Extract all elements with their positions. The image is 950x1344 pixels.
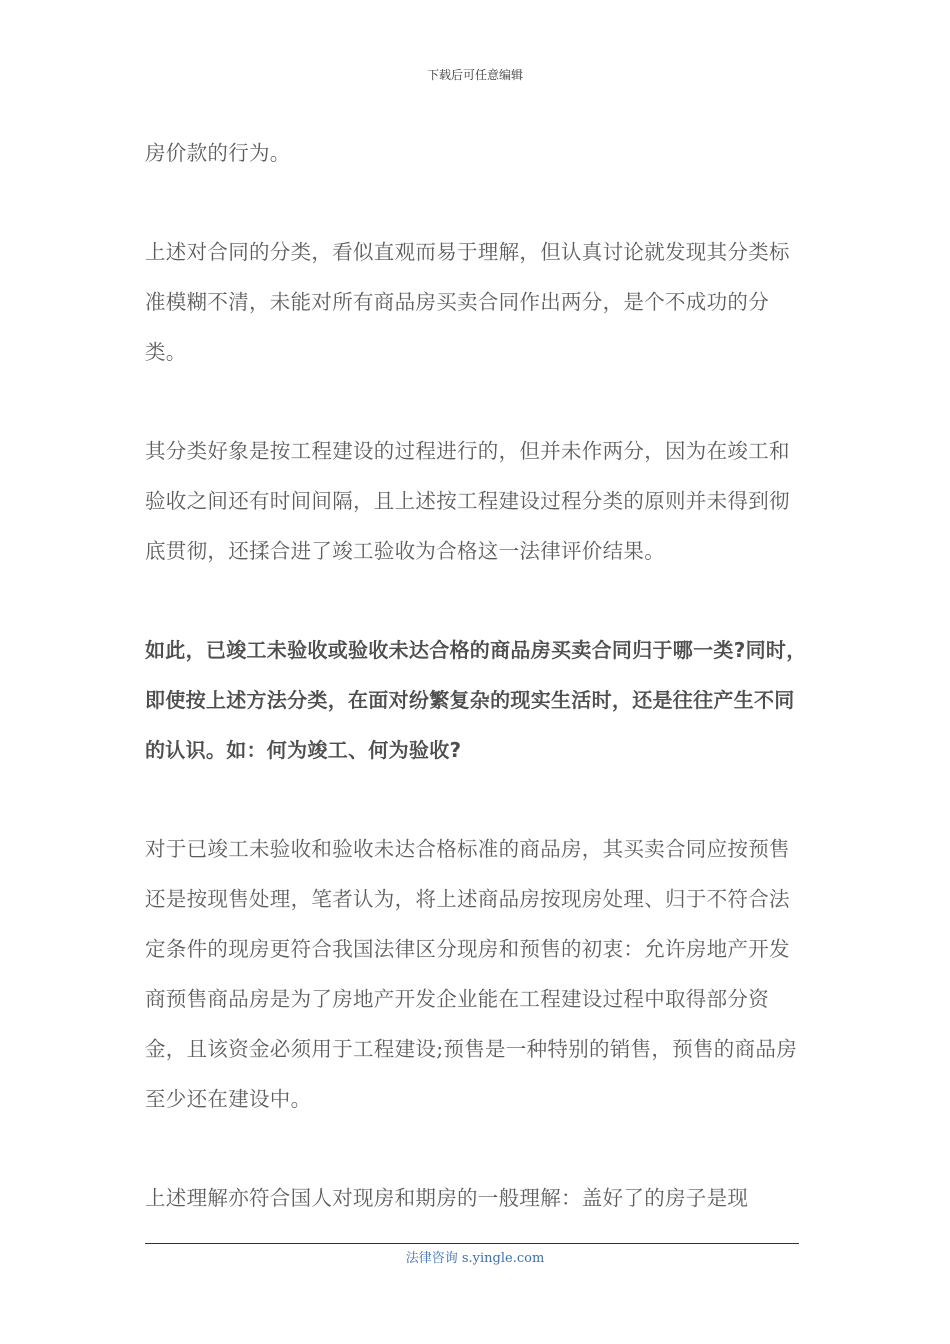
footer-link[interactable]: 法律咨询 s.yingle.com xyxy=(405,1251,545,1266)
paragraph: 其分类好象是按工程建设的过程进行的，但并未作两分，因为在竣工和验收之间还有时间间隔，且上述按工程建设过程分类的原则并未得到彻底贯彻，还揉合进了竣工验收为合格这一法律评价结果。 xyxy=(145,439,790,563)
paragraph: 房价款的行为。 xyxy=(145,141,291,165)
document-body xyxy=(145,128,810,1272)
paragraph: 上述理解亦符合国人对现房和期房的一般理解：盖好了的房子是现 xyxy=(145,1186,749,1210)
paragraph: 上述对合同的分类，看似直观而易于理解，但认真讨论就发现其分类标准模糊不清，未能对所有商品房买卖合同作出两分，是个不成功的分类。 xyxy=(145,240,790,364)
footer-divider xyxy=(145,1243,799,1244)
bold-paragraph: 如此，已竣工未验收或验收未达合格的商品房买卖合同归于哪一类?同时，即使按上述方法分类，在面对纷繁复杂的现实生活时，还是往往产生不同的认识。如：何为竣工、何为验收? xyxy=(145,638,807,762)
page-header: 下载后可任意编辑 xyxy=(426,68,523,82)
paragraph: 对于已竣工未验收和验收未达合格标准的商品房，其买卖合同应按预售还是按现售处理，笔者认为，将上述商品房按现房处理、归于不符合法定条件的现房更符合我国法律区分现房和预售的初衷：允许房地产开发商预售商品房是为了房地产开发企业能在工程建设过程中取得部分资金，且该资金必须用于工程建设;预售是一种特别的销售，预售的商品房至少还在建设中。 xyxy=(145,837,798,1111)
